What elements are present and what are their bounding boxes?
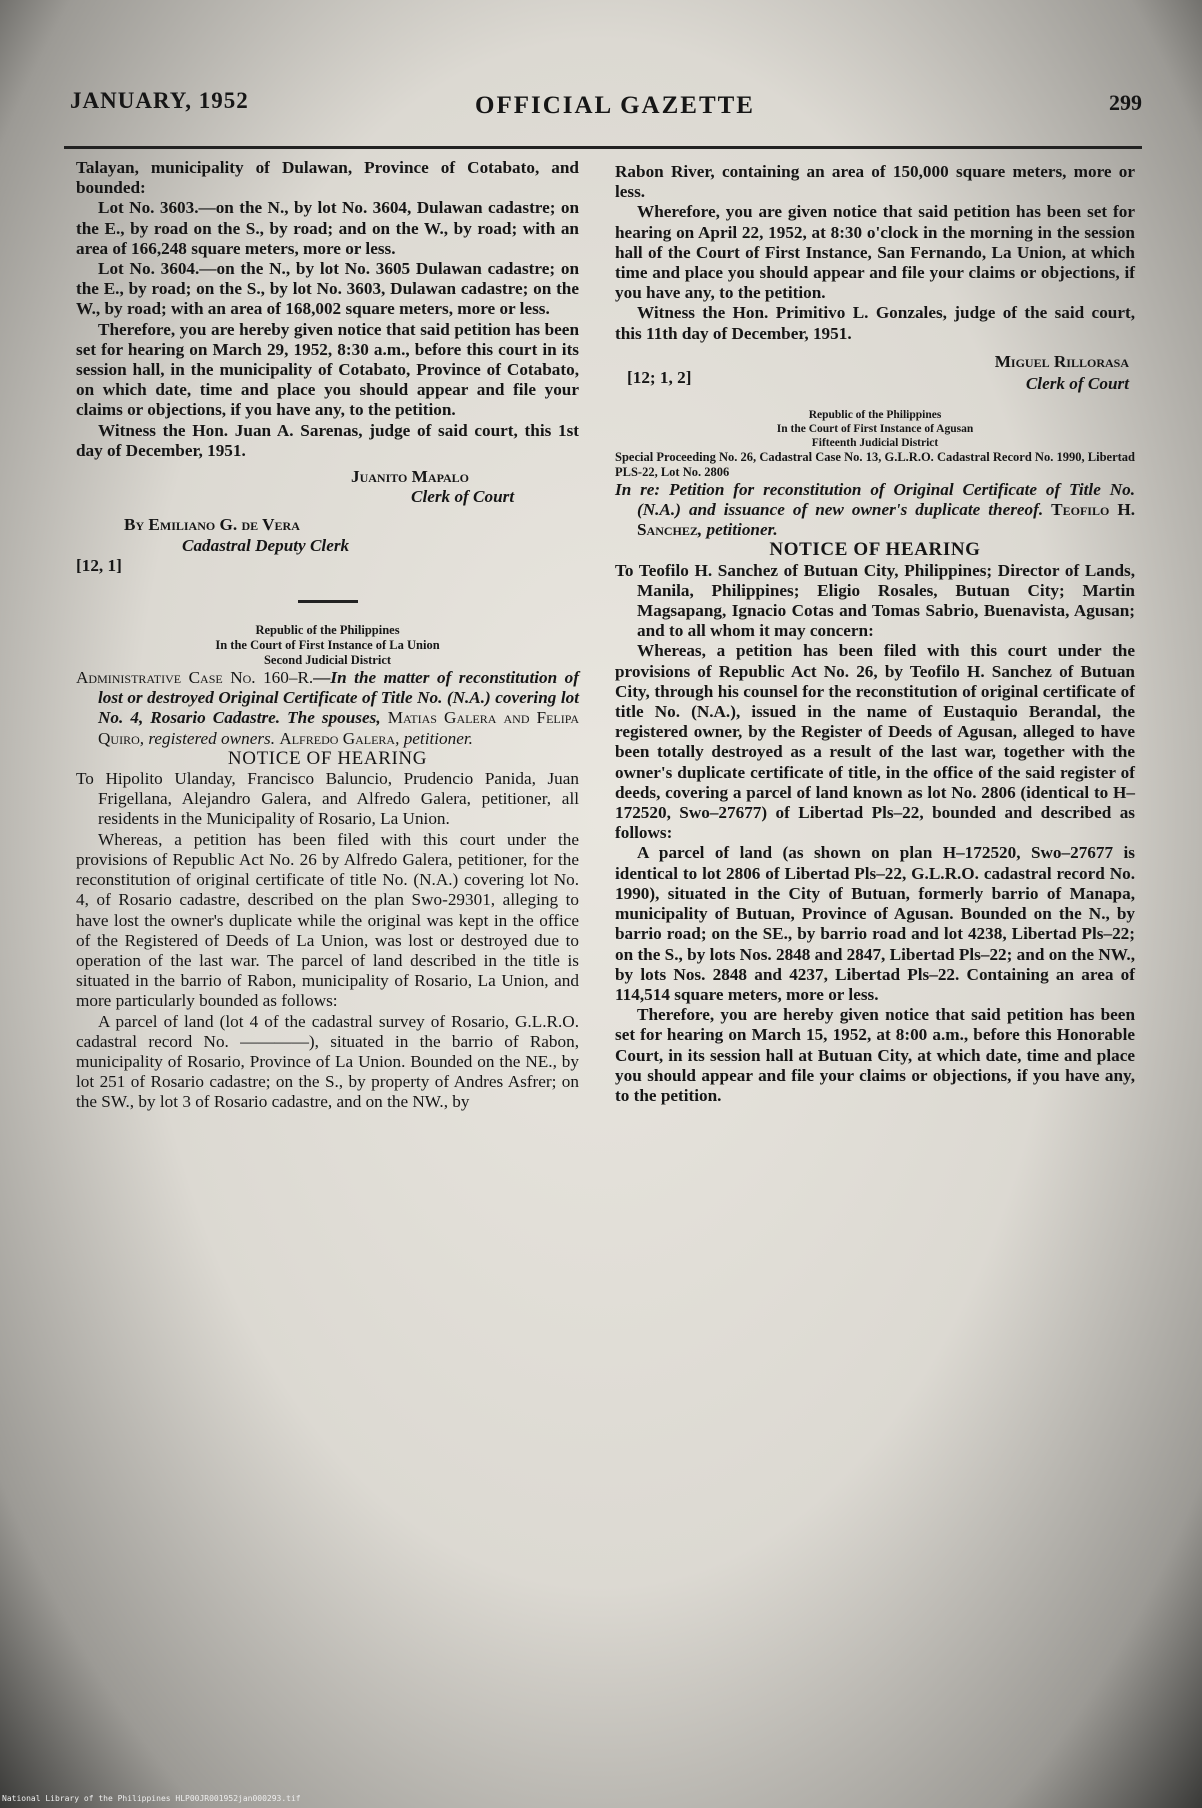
in-re-suffix: , petitioner. (697, 520, 778, 540)
right-continuation: Rabon River, containing an area of 150,000 square meters, more or less. (615, 162, 1135, 202)
header-title: OFFICIAL GAZETTE (475, 92, 755, 119)
section-divider (298, 600, 358, 603)
court-heading-line: Republic of the Philippines (255, 623, 400, 638)
notice-title: NOTICE OF HEARING (769, 539, 981, 561)
case-label: Administrative Case No. 160–R. (76, 668, 314, 688)
right-addressees: To Teofilo H. Sanchez of Butuan City, Philippines; Director of Lands, Manila, Philippines; Eligio Rosales, Butuan City; Martin Magsapang, Ignacio Cotas and Tomas Sabrio, Buenavista, Agusan; and to all whom it may concern: (615, 560, 1135, 641)
in-re-text: In re: Petition for reconstitution of Original Certificate of Title No. (N.A.) and issuance of new owner's duplicate thereof. (615, 479, 1135, 520)
left-by-name: By Emiliano G. de Vera (124, 515, 300, 535)
court-heading-line: Republic of the Philippines (808, 408, 942, 421)
left-lot-3603: Lot No. 3603.—on the N., by lot No. 3604, Dulawan cadastre; on the E., by road on the S., by road; and on the W., by road; with an area of 166,248 square meters, more or less. (76, 198, 579, 258)
scan-footer: National Library of the Philippines HLP00JR001952jan000293.tif (2, 1794, 301, 1803)
case-owners-suffix: , registered owners. (139, 728, 280, 748)
left-witness: Witness the Hon. Juan A. Sarenas, judge of said court, this 1st day of December, 1951. (76, 420, 579, 460)
case-owners: Matias Galera and Felipa Quiro (98, 708, 579, 748)
in-re-petitioner: Teofilo H. Sanchez (637, 500, 1136, 540)
left-by-role: Cadastral Deputy Clerk (182, 535, 350, 555)
right-wherefore: Wherefore, you are given notice that said petition has been set for hearing on April 22, 1952, at 8:30 o'clock in the morning in the session hall of the Court of First Instance, San Fernando, La Union, at which time and place you should appear and file your claims or objections, if you have any, to the petition. (615, 202, 1135, 303)
right-reference: [12; 1, 2] (627, 367, 692, 387)
right-signature-name: Miguel Rillorasa (994, 351, 1129, 371)
court-heading-line: Second Judicial District (263, 653, 392, 668)
in-re-caption (615, 480, 1135, 541)
right-whereas: Whereas, a petition has been filed with this court under the provisions of Republic Act No. 26, by Teofilo H. Sanchez of Butuan City, through his counsel for the reconstitution of original certificate of title No. (N.A.), issued in the name of Eustaquio Berandal, the registered owner, by the Register of Deeds of Agusan, alleged to have been totally destroyed as a result of the last war, together with the owner's duplicate certificate of title, in the office of the said register of deeds, covering a parcel of land known as lot No. 2806 (identical to H–172520, Swo–27677) of Libertad Pls–22, bounded and described as follows: (615, 641, 1135, 843)
left-reference: [12, 1] (76, 555, 122, 575)
case-petitioner: Alfredo Galera (279, 728, 396, 748)
header-page-number: 299 (1109, 90, 1142, 115)
right-parcel: A parcel of land (as shown on plan H–172520, Swo–27677 is identical to lot 2806 of Libertad Pls–22, G.L.R.O. cadastral record No. 1990), situated in the City of Butuan, formerly barrio of Manapa, municipality of Butuan, Province of Agusan. Bounded on the N., by barrio road; on the SE., by barrio road and lot 4238, Libertad Pls–22; on the S., by lots Nos. 2848 and 2847, Libertad Pls–22; and on the NW., by lots Nos. 2848 and 4237, Libertad Pls–22. Containing an area of 114,514 square meters, more or less. (615, 843, 1135, 1004)
left-para-intro: Talayan, municipality of Dulawan, Province of Cotabato, and bounded: (76, 158, 579, 198)
right-witness: Witness the Hon. Primitivo L. Gonzales, judge of the said court, this 11th day of December, 1951. (615, 303, 1135, 343)
notice-title: NOTICE OF HEARING (227, 747, 428, 769)
right-signature-block (615, 352, 1135, 400)
left-column (76, 158, 579, 1113)
case-text: —In the matter of reconstitution of lost or destroyed Original Certificate of Title No. (N.A.) covering lot No. 4, Rosario Cadastre. The spouses, (98, 668, 579, 728)
left-lot-3604: Lot No. 3604.—on the N., by lot No. 3605 Dulawan cadastre; on the E., by road; on the S., by lot No. 3603, Dulawan cadastre; on the W., by road; with an area of 168,002 square meters, more or less. (76, 259, 579, 319)
left-addressees: To Hipolito Ulanday, Francisco Baluncio, Prudencio Panida, Juan Frigellana, Alejandro Galera, and Alfredo Galera, petitioner, all residents in the Municipality of Rosario, La Union. (76, 769, 579, 829)
header-date: JANUARY, 1952 (70, 88, 249, 113)
left-parcel: A parcel of land (lot 4 of the cadastral survey of Rosario, G.L.R.O. cadastral record No. ————), situated in the barrio of Rabon, municipality of Rosario, Province of La Union. Bounded on the NE., by lot 251 of Rosario cadastre; on the S., by property of Andres Asfrer; on the SW., by lot 3 of Rosario cadastre, and on the NW., by (76, 1011, 579, 1112)
header-rule (64, 146, 1142, 149)
left-signature-role: Clerk of Court (411, 487, 515, 507)
left-whereas: Whereas, a petition has been filed with this court under the provisions of Republic Act No. 26 by Alfredo Galera, petitioner, for the reconstitution of original certificate of title No. (N.A.) covering lot No. 4, of Rosario cadastre, described on the plan Swo-29301, alleging to have lost the owner's duplicate while the original was kept in the office of the Registered of Deeds of La Union, was lost or destroyed due to operation of the last war. The parcel of land described in the title is situated in the barrio of Rabon, municipality of Rosario, La Union, and more particularly bounded as follows: (76, 829, 579, 1011)
court-heading-line: In the Court of First Instance of La Union (215, 638, 440, 653)
right-signature-role: Clerk of Court (1025, 373, 1129, 393)
left-signature-name: Juanito Mapalo (351, 467, 470, 487)
right-therefore: Therefore, you are hereby given notice that said petition has been set for hearing on March 15, 1952, at 8:00 a.m., before this Honorable Court, in its session hall at Butuan City, at which date, time and place you should appear and file your claims or objections, if you have any, to the petition. (615, 1005, 1135, 1105)
right-column (615, 162, 1135, 1106)
special-proceeding: Special Proceeding No. 26, Cadastral Case No. 13, G.L.R.O. Cadastral Record No. 1990, Libertad PLS-22, Lot No. 2806 (615, 449, 1135, 479)
case-caption (76, 668, 579, 749)
page-header (70, 82, 1142, 122)
left-therefore: Therefore, you are hereby given notice that said petition has been set for hearing on March 29, 1952, 8:30 a.m., before this court in its session hall, in the municipality of Cotabato, Province of Cotabato, on which date, time and place you should appear and file your claims or objections, if you have any, to the petition. (76, 319, 579, 420)
case-petitioner-suffix: , petitioner. (395, 728, 473, 748)
court-heading-line: In the Court of First Instance of Agusan (776, 422, 974, 435)
court-heading-line: Fifteenth Judicial District (811, 436, 939, 449)
